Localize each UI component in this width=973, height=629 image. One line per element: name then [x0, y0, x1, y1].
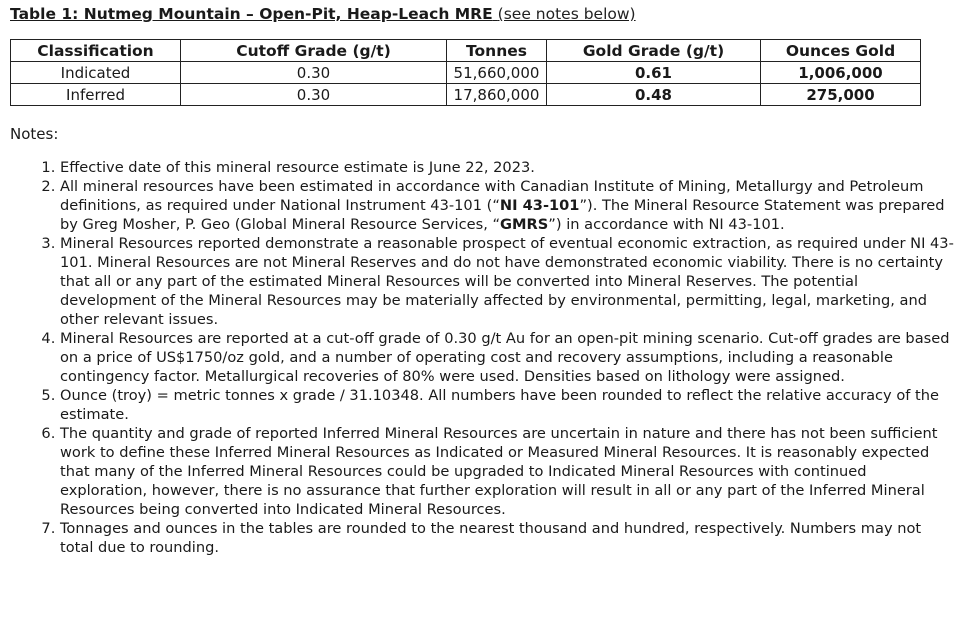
cell-gold-grade: 0.48 — [547, 84, 761, 106]
header-tonnes: Tonnes — [447, 40, 547, 62]
cell-ounces-gold: 275,000 — [761, 84, 921, 106]
table-title-main: Table 1: Nutmeg Mountain – Open-Pit, Heap-Leach MRE — [10, 5, 493, 23]
note-item: 6. The quantity and grade of reported Inferred Mineral Resources are uncertain in nature and there has not been sufficient work to define these Inferred Mineral Resources as Indicated or Measured Mineral Resources. It is reasonably expected that many of the Inferred Mineral Resources could be upgraded to Indicated Mineral Resources with continued exploration, however, there is no assurance that further exploration will result in all or any part of the Inferred Mineral Resources being converted into Indicated Mineral Resources. — [60, 424, 955, 519]
note-text: ”) in accordance with NI 43-101. — [548, 216, 785, 233]
note-abbreviation-ni-43-101: NI 43-101 — [499, 197, 580, 214]
table-row — [11, 62, 921, 84]
cell-classification: Indicated — [11, 62, 181, 84]
table-row — [11, 84, 921, 106]
note-item: 1. Effective date of this mineral resource estimate is June 22, 2023. — [60, 158, 955, 177]
notes-list — [34, 158, 955, 557]
cell-gold-grade: 0.61 — [547, 62, 761, 84]
header-classification: Classification — [11, 40, 181, 62]
note-item — [60, 177, 955, 234]
note-abbreviation-gmrs: GMRS — [500, 216, 549, 233]
see-notes-link[interactable]: (see notes below) — [497, 5, 636, 23]
cell-cutoff-grade: 0.30 — [181, 84, 447, 106]
header-gold-grade: Gold Grade (g/t) — [547, 40, 761, 62]
cell-cutoff-grade: 0.30 — [181, 62, 447, 84]
note-text: ”). The Mineral Resource Statement was prepared by Greg Mosher, P. Geo (Global Mineral Resource Services, “ — [60, 197, 945, 233]
note-item: 5. Ounce (troy) = metric tonnes x grade / 31.10348. All numbers have been rounded to reflect the relative accuracy of the estimate. — [60, 386, 955, 424]
note-text: All mineral resources have been estimated in accordance with Canadian Institute of Mining, Metallurgy and Petroleum definitions, as required under National Instrument 43-101 (“ — [60, 178, 924, 214]
cell-tonnes: 51,660,000 — [447, 62, 547, 84]
cell-tonnes: 17,860,000 — [447, 84, 547, 106]
table-header-row — [11, 40, 921, 62]
header-cutoff-grade: Cutoff Grade (g/t) — [181, 40, 447, 62]
note-item: 4. Mineral Resources are reported at a cut-off grade of 0.30 g/t Au for an open-pit mining scenario. Cut-off grades are based on a price of US$1750/oz gold, and a number of operating cost and recovery assumptions, including a reasonable contingency factor. Metallurgical recoveries of 80% were used. Densities based on lithology were assigned. — [60, 329, 955, 386]
note-item: 7. Tonnages and ounces in the tables are rounded to the nearest thousand and hundred, respectively. Numbers may not total due to rounding. — [60, 519, 955, 557]
cell-classification: Inferred — [11, 84, 181, 106]
cell-ounces-gold: 1,006,000 — [761, 62, 921, 84]
header-ounces-gold: Ounces Gold — [761, 40, 921, 62]
mre-table — [10, 39, 921, 106]
table-title — [10, 4, 636, 24]
note-item: 3. Mineral Resources reported demonstrate a reasonable prospect of eventual economic extraction, as required under NI 43-101. Mineral Resources are not Mineral Reserves and do not have demonstrated economic viability. There is no certainty that all or any part of the estimated Mineral Resources will be converted into Mineral Reserves. The potential development of the Mineral Resources may be materially affected by environmental, permitting, legal, marketing, and other relevant issues. — [60, 234, 955, 329]
notes-label: Notes: — [10, 125, 59, 143]
